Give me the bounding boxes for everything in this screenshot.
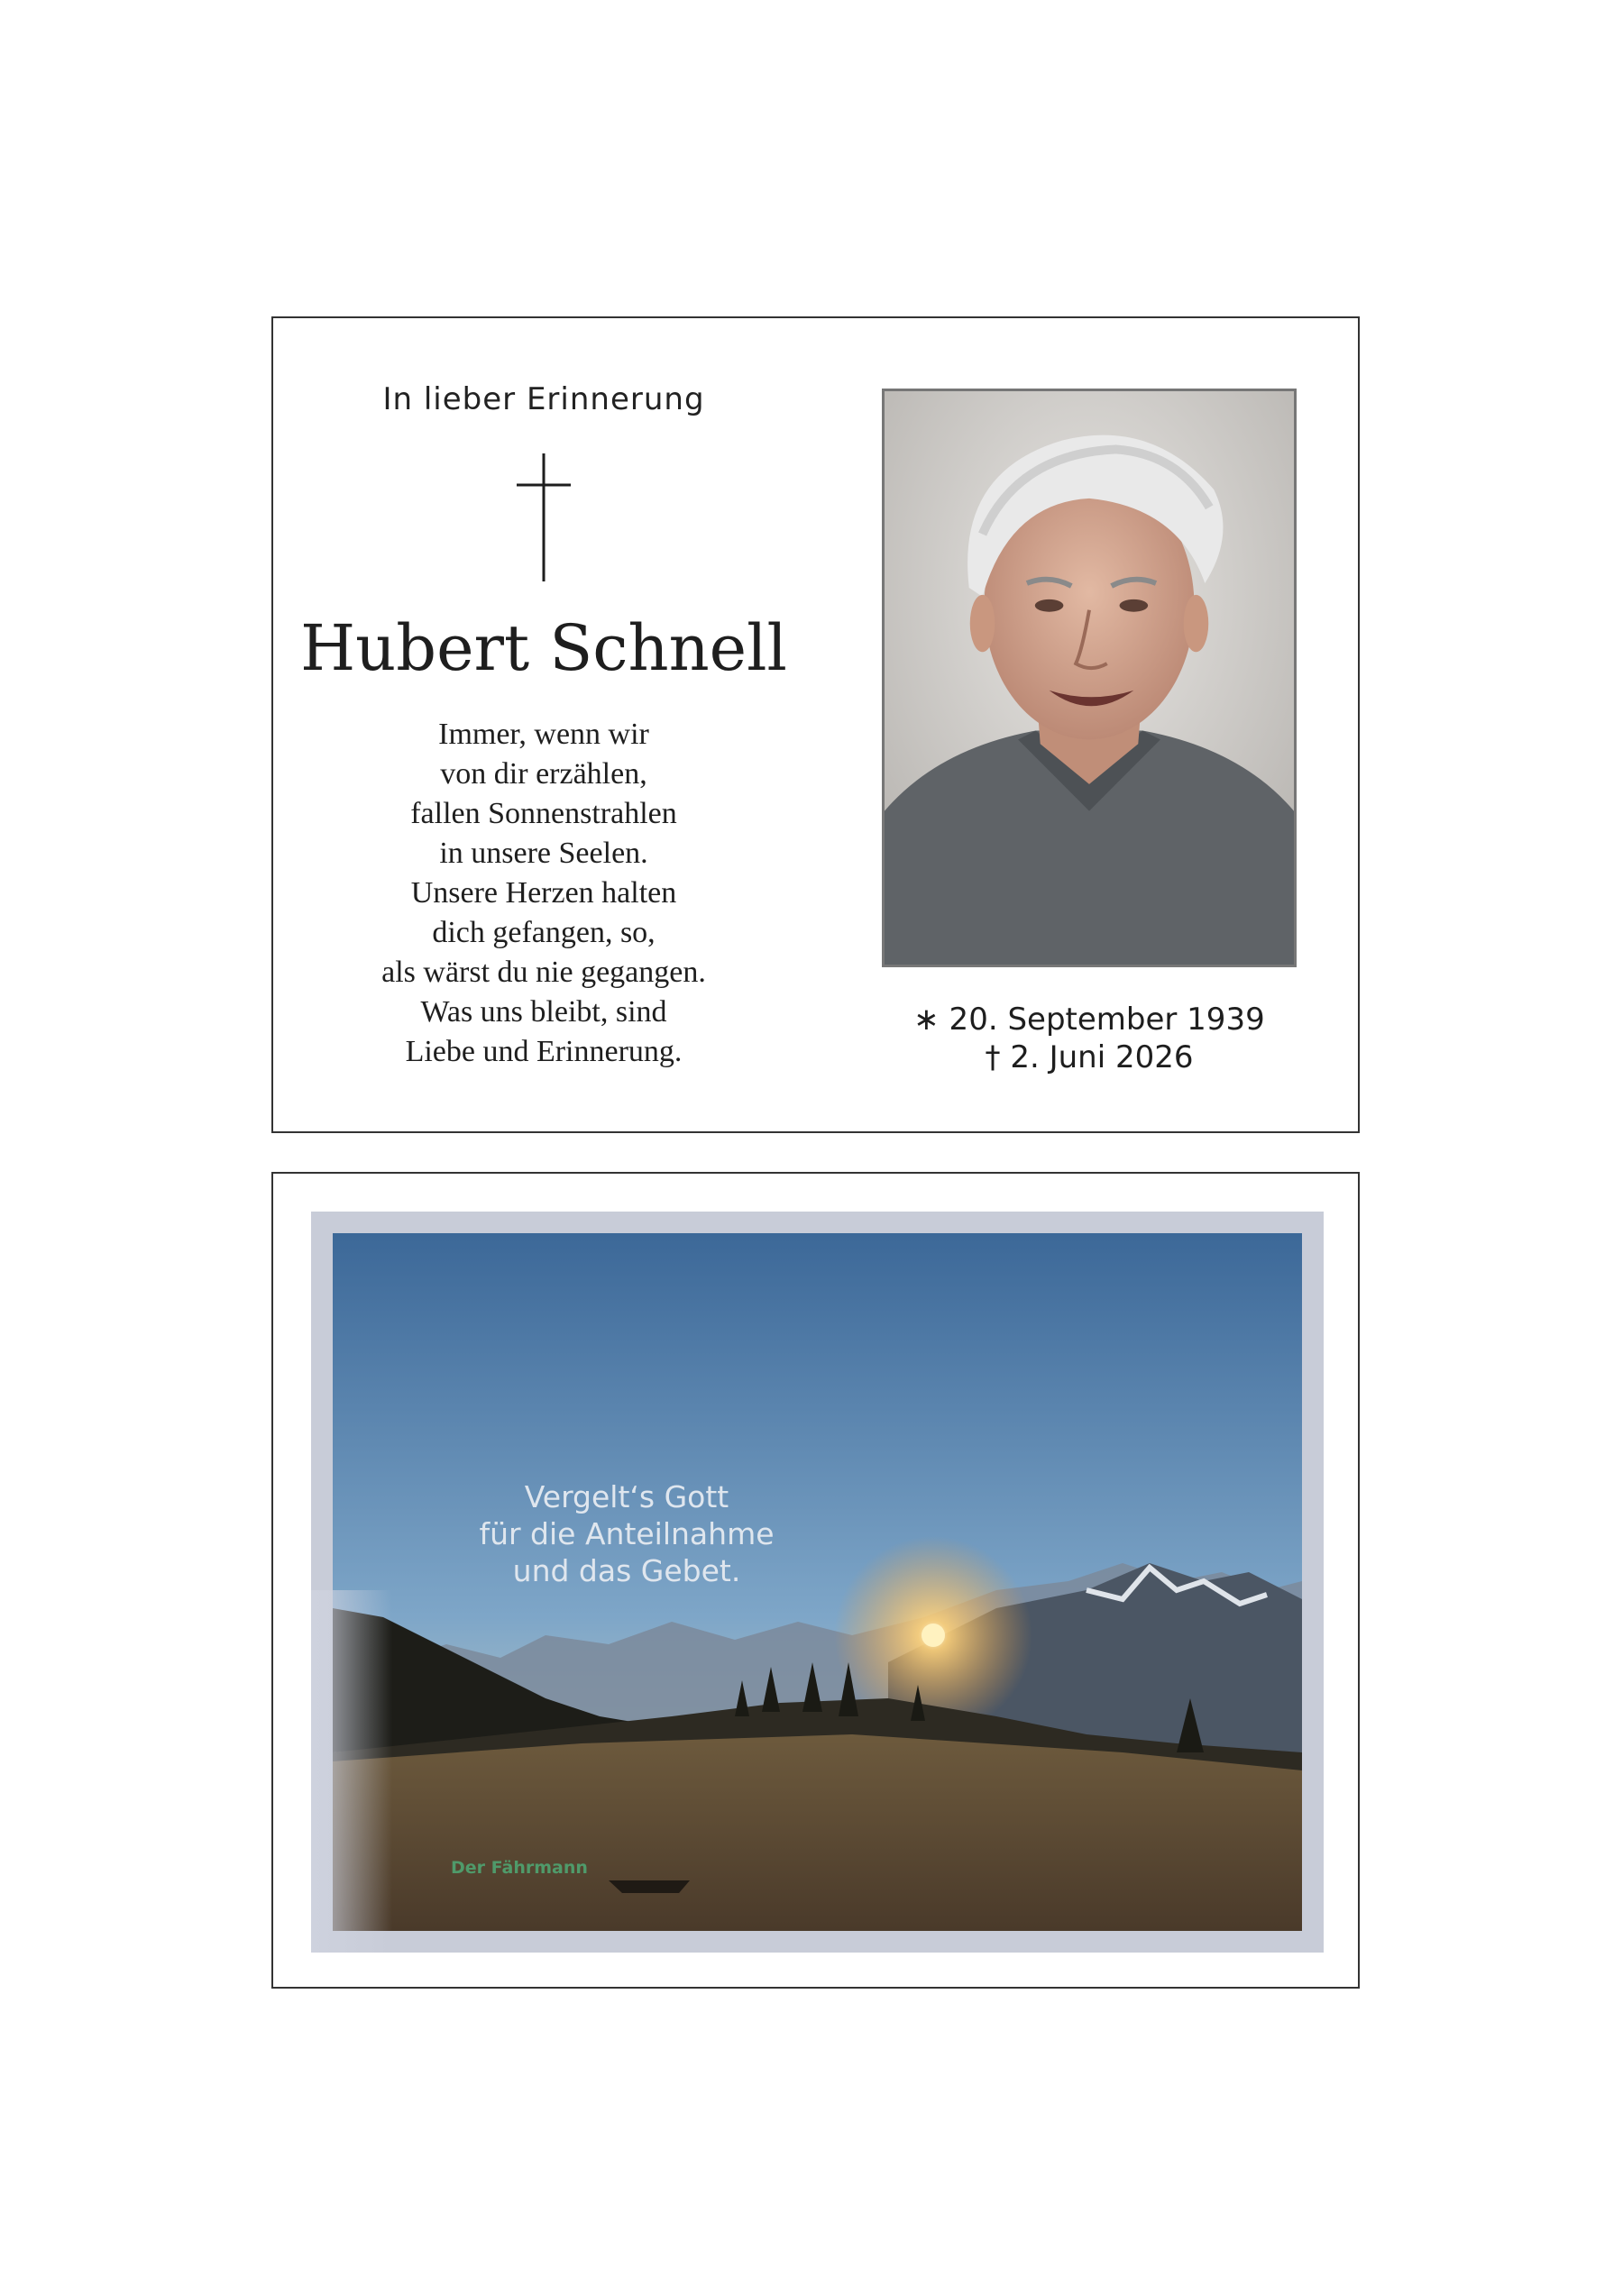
death-date: † 2. Juni 2026 bbox=[985, 1039, 1194, 1075]
memorial-card-back bbox=[271, 1172, 1360, 1989]
memorial-card-front bbox=[271, 316, 1360, 1133]
sunset-landscape-image bbox=[311, 1212, 1324, 1953]
poem-line: in unsere Seelen. bbox=[439, 837, 648, 870]
birth-date: ∗ 20. September 1939 bbox=[913, 1002, 1265, 1038]
poem-line: Immer, wenn wir bbox=[438, 718, 649, 751]
deceased-name: Hubert Schnell bbox=[300, 611, 787, 685]
latin-cross-icon bbox=[517, 453, 571, 581]
thanks-line: Vergelt‘s Gott bbox=[524, 1479, 729, 1514]
memorial-poem bbox=[327, 715, 760, 1072]
life-dates bbox=[850, 1001, 1328, 1076]
thanks-line: und das Gebet. bbox=[512, 1553, 741, 1588]
poem-line: fallen Sonnenstrahlen bbox=[410, 797, 677, 830]
intro-text: In lieber Erinnerung bbox=[382, 381, 705, 417]
thanks-message bbox=[392, 1478, 861, 1589]
thanks-line: für die Anteilnahme bbox=[479, 1516, 775, 1551]
poem-line: dich gefangen, so, bbox=[432, 916, 656, 949]
poem-line: Was uns bleibt, sind bbox=[420, 995, 667, 1029]
portrait-photo bbox=[882, 389, 1297, 967]
poem-line: Unsere Herzen halten bbox=[410, 876, 677, 910]
poem-line: Liebe und Erinnerung. bbox=[405, 1035, 683, 1068]
poem-line: von dir erzählen, bbox=[440, 757, 647, 791]
poem-line: als wärst du nie gegangen. bbox=[381, 956, 706, 989]
boat-caption: Der Fährmann bbox=[451, 1858, 588, 1878]
